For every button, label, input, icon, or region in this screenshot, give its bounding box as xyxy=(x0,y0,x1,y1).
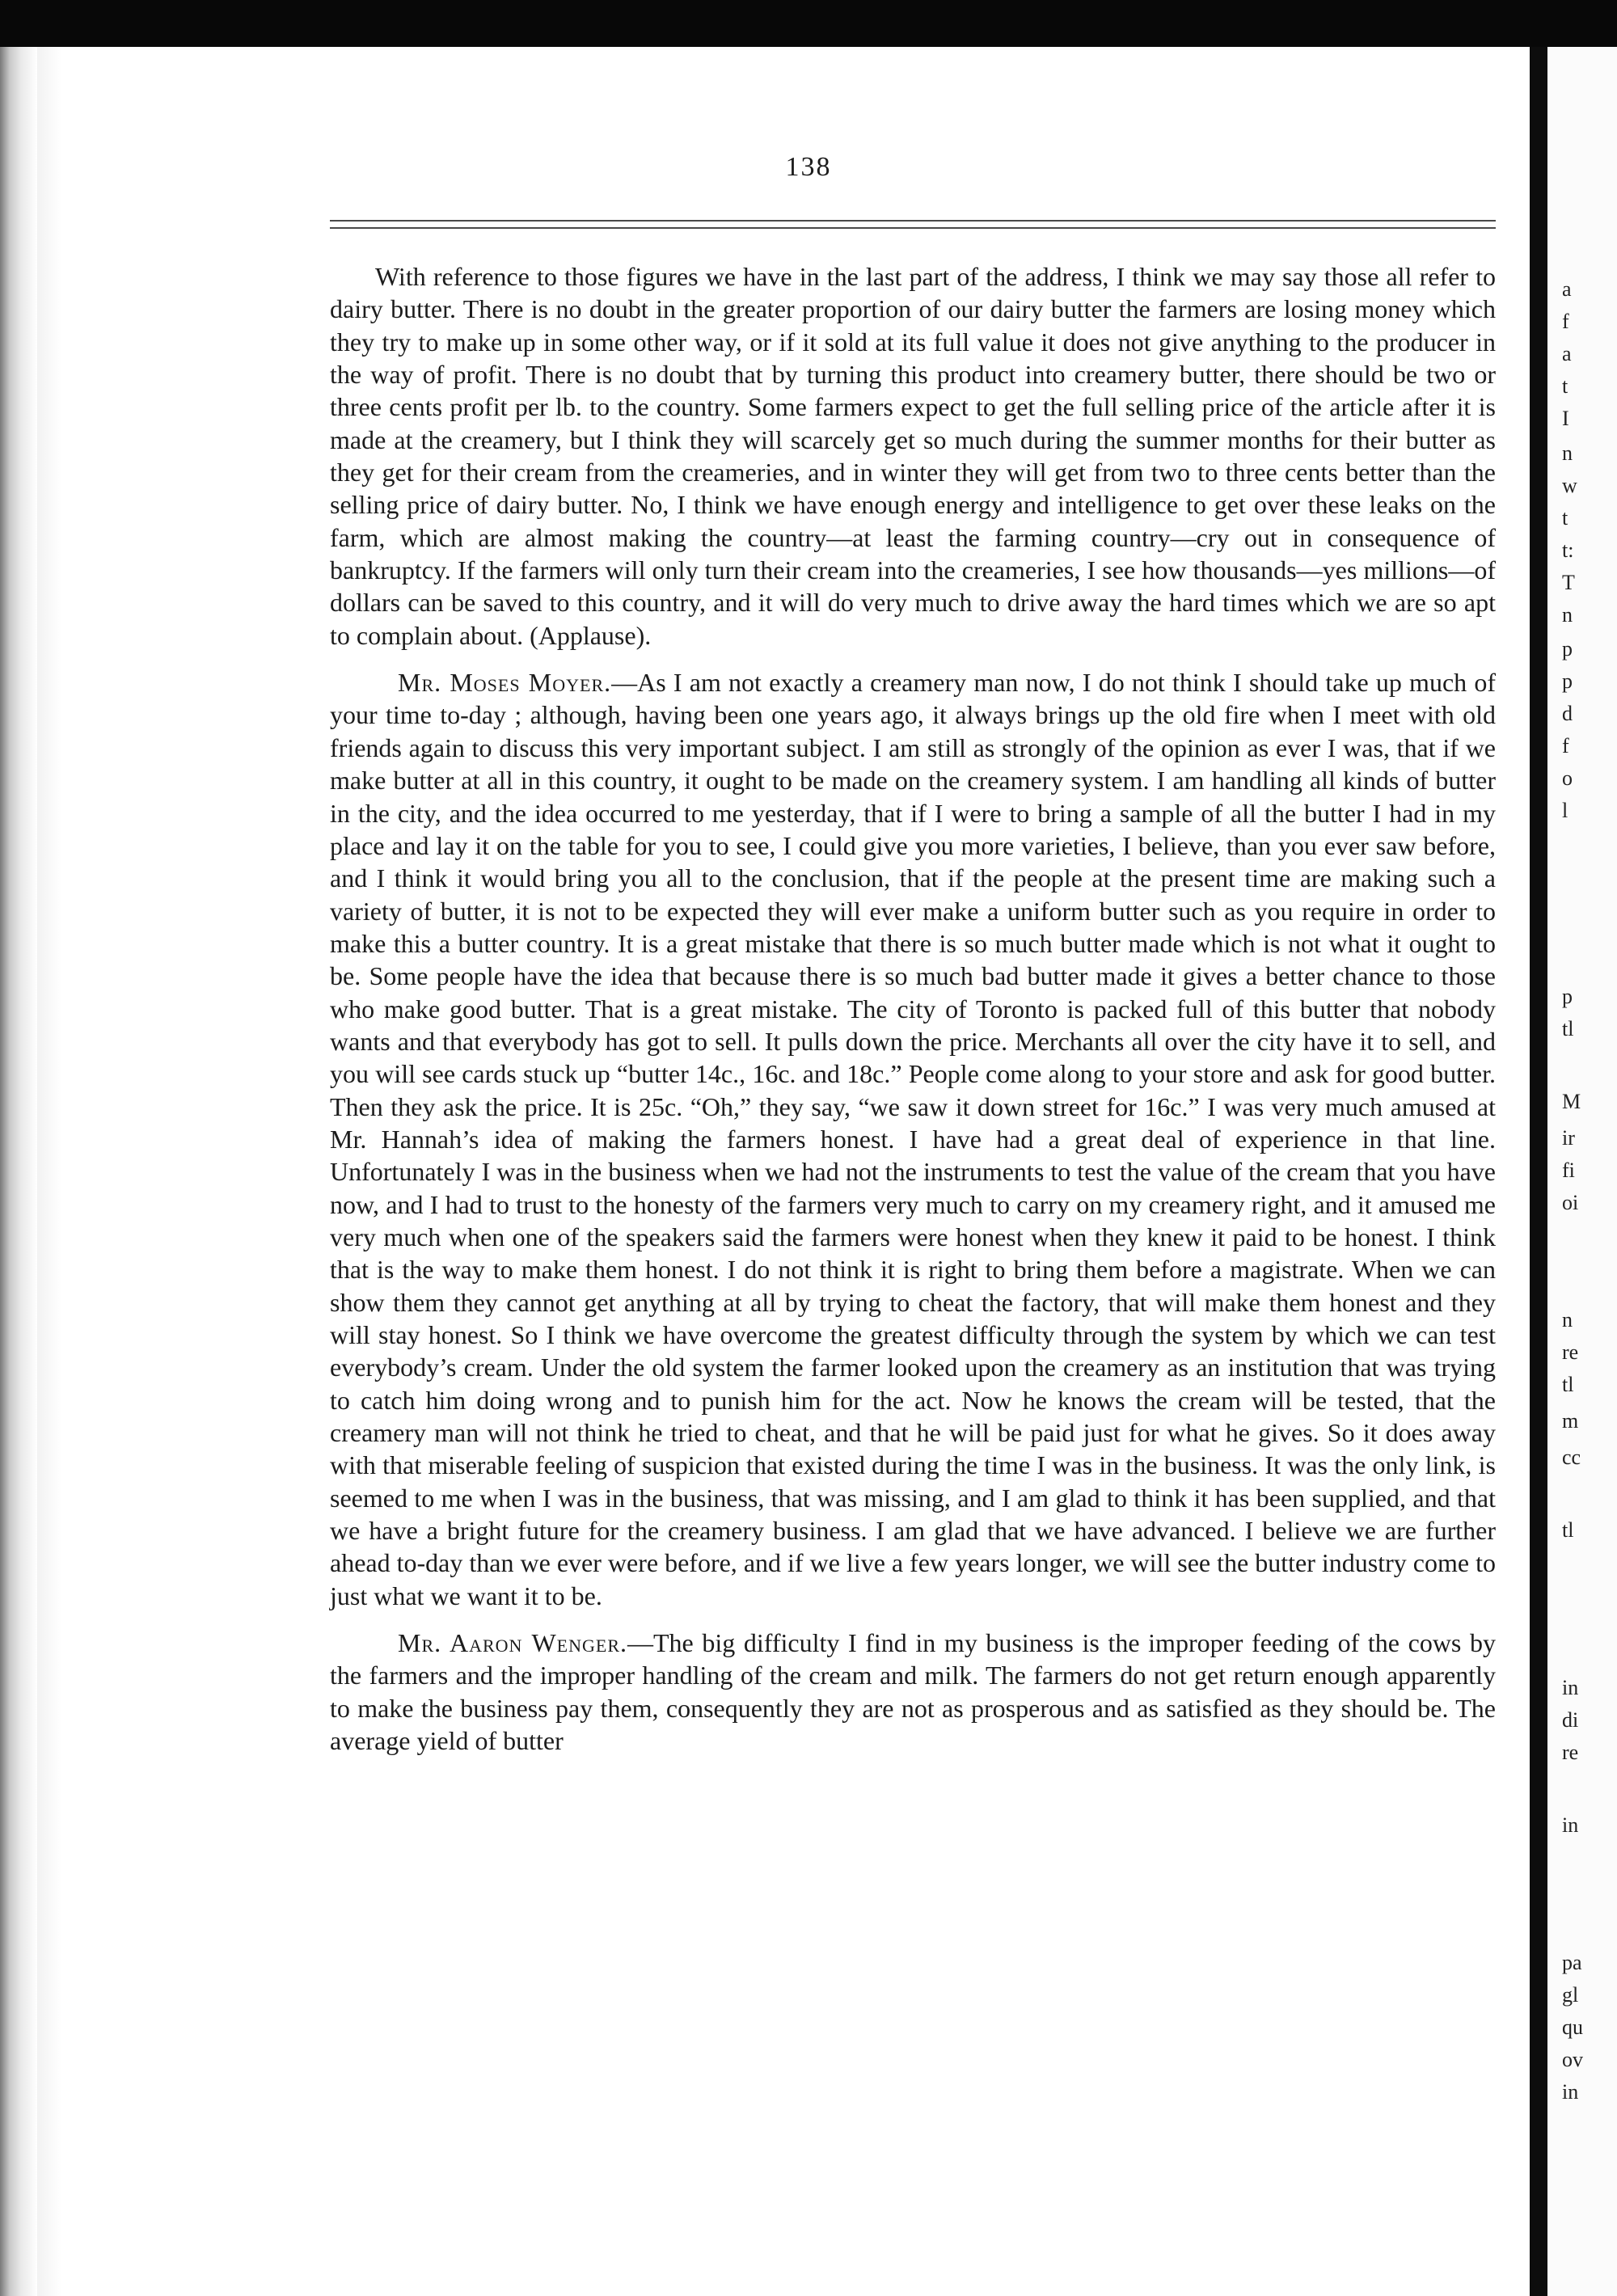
adjacent-page-fragment: tl xyxy=(1562,1518,1574,1542)
adjacent-page-fragment: di xyxy=(1562,1708,1579,1732)
book-binding-edge xyxy=(0,47,37,2296)
paragraph-text: —The big difficulty I find in my business is the improper feeding of the cows by the farmers and the improper handling of the cream and milk. The farmers do not get return enough apparently to make the business pay them, consequently they are not as prosperous and as satisfied as they should be. The average yield of butter xyxy=(330,1628,1497,1756)
adjacent-page-fragment: l xyxy=(1562,799,1568,822)
adjacent-page-fragment: o xyxy=(1562,766,1573,790)
adjacent-page-fragment: in xyxy=(1562,2080,1579,2104)
adjacent-page-fragment: gl xyxy=(1562,1983,1579,2007)
page-number: 138 xyxy=(785,152,832,182)
page-margin-shadow xyxy=(37,47,61,2296)
adjacent-page-fragment: pa xyxy=(1562,1951,1582,1974)
adjacent-page-strip xyxy=(1547,47,1617,2296)
header-rule xyxy=(330,220,1496,222)
adjacent-page-fragment: re xyxy=(1562,1340,1579,1364)
adjacent-page-fragment: tl xyxy=(1562,1373,1574,1396)
adjacent-page-fragment: n xyxy=(1562,1308,1573,1332)
adjacent-page-fragment: f xyxy=(1562,734,1569,758)
adjacent-page-fragment: m xyxy=(1562,1409,1579,1433)
adjacent-page-fragment: re xyxy=(1562,1741,1579,1764)
adjacent-page-fragment: fi xyxy=(1562,1159,1575,1182)
adjacent-page-fragment: M xyxy=(1562,1090,1581,1113)
adjacent-page-fragment: t xyxy=(1562,374,1568,398)
adjacent-page-fragment: in xyxy=(1562,1676,1579,1699)
adjacent-page-fragment: ir xyxy=(1562,1126,1575,1150)
adjacent-page-fragment: n xyxy=(1562,603,1573,627)
adjacent-page-fragment: qu xyxy=(1562,2015,1583,2039)
paragraph xyxy=(330,666,1496,1612)
adjacent-page-fragment: p xyxy=(1562,669,1573,693)
header-rule xyxy=(330,227,1496,229)
adjacent-page-fragment: p xyxy=(1562,637,1573,661)
adjacent-page-fragment: T xyxy=(1562,571,1575,594)
paragraph-text: —As I am not exactly a creamery man now, I do not think I should take up much of your time to-day ; although, having been one years ago, it always brings up the old fire when I meet with old friends again to discuss this very important subject. I am still as strongly of the opinion as ever I was, that if we make butter at all in this country, it ought to be made on the creamery system. I am handling all kinds of butter in the city, and the idea occurred to me yesterday, that if I were to bring a sample of all the butter I had in my place and lay it on the table for you to see, I could give you more varieties, I believe, than you ever saw before, and I think it would bring you all to the conclusion, that if the people at the present time are making such a variety of butter, it is not to be expected they will ever make a uniform butter such as you require in order to make this a butter country. It is a great mistake that there is so much butter made which is not what it ought to be. Some people have the idea that because there is so much bad butter made it gives a better chance to those who make good butter. That is a great mistake. The city of Toronto is packed full of this butter that nobody wants and that everybody has got to sell. It pulls down the price. Merchants all over the city have it to sell, and you will see cards stuck up “butter 14c., 16c. and 18c.” People come along to your store and ask for good butter. Then they ask the price. It is 25c. “Oh,” they say, “we saw it down street for 16c.” I was very much amused at Mr. Hannah’s idea of making the farmers honest. I have had a great deal of experience in that line. Unfortunately I was in the business when we had not the instruments to test the value of the cream that you have now, and I had to trust to the honesty of the farmers very much to carry on my creamery right, and it amused me very much when one of the speakers said the farmers were honest when they knew it paid to be honest. I think that is the way to make them honest. I do not think it is right to bring them before a magistrate. When we can show them they cannot get anything at all by trying to cheat the factory, that will make them honest and they will stay honest. So I think we have overcome the greatest difficulty through the system by which we can test everybody’s cream. Under the old system the farmer looked upon the creamery as an institution that was trying to catch him doing wrong and to punish him for the act. Now he knows the cream will be tested, that the creamery man will not think he tried to cheat, and that he will be paid just for what he gives. So it does away with that miserable feeling of suspicion that existed during the time I was in the business. It was the only link, is seemed to me when I was in the business, that was missing, and I am glad to think it has been supplied, and that we have a bright future for the creamery business. I am glad that we have advanced. I believe we are further ahead to-day than we ever were before, and if we live a few years longer, we will see the butter industry come to just what we want it to be. xyxy=(330,668,1497,1610)
adjacent-page-fragment: a xyxy=(1562,342,1572,365)
adjacent-page-fragment: p xyxy=(1562,985,1573,1008)
adjacent-page-fragment: in xyxy=(1562,1813,1579,1837)
adjacent-page-fragment: t xyxy=(1562,506,1568,530)
adjacent-page-fragment: oi xyxy=(1562,1191,1579,1214)
adjacent-page-fragment: ov xyxy=(1562,2048,1583,2071)
scan-top-border xyxy=(0,0,1617,47)
speaker-name: Mr. Moses Moyer. xyxy=(398,668,612,698)
page-body xyxy=(330,260,1496,1771)
adjacent-page-fragment: a xyxy=(1562,277,1572,301)
paragraph xyxy=(330,1627,1496,1757)
adjacent-page-fragment: n xyxy=(1562,441,1573,465)
paragraph-text: With reference to those figures we have in the last part of the address, I think we may say those all refer to dairy butter. There is no doubt in the greater proportion of our dairy butter the farmers are losing money which they try to make up in some other way, or if it sold at its full value it does not give anything to the producer in the way of profit. There is no doubt that by turning this product into creamery butter, there should be two or three cents profit per lb. to the country. Some farmers expect to get the full selling price of the article after it is made at the creamery, but I think they will scarcely get so much during the summer months for their butter as they get for their cream from the creameries, and in winter they will get from two to three cents better than the selling price of dairy butter. No, I think we have enough energy and intelligence to get over these leaks on the farm, which are almost making the country—at least the farming country—cry out in consequence of bankruptcy. If the farmers will only turn their cream into the creameries, I see how thousands—yes millions—of dollars can be saved to this country, and it will do very much to drive away the hard times which we are so apt to complain about. (Applause). xyxy=(330,262,1496,650)
speaker-name: Mr. Aaron Wenger. xyxy=(398,1628,627,1658)
adjacent-page-fragment: tl xyxy=(1562,1017,1574,1040)
adjacent-page-fragment: t: xyxy=(1562,538,1574,562)
paragraph xyxy=(330,260,1496,652)
adjacent-page-fragment: f xyxy=(1562,310,1569,333)
adjacent-page-fragment: w xyxy=(1562,474,1577,497)
book-gutter xyxy=(1530,47,1547,2296)
adjacent-page-fragment: d xyxy=(1562,702,1573,725)
adjacent-page-fragment: I xyxy=(1562,407,1569,430)
adjacent-page-fragment: cc xyxy=(1562,1446,1581,1469)
